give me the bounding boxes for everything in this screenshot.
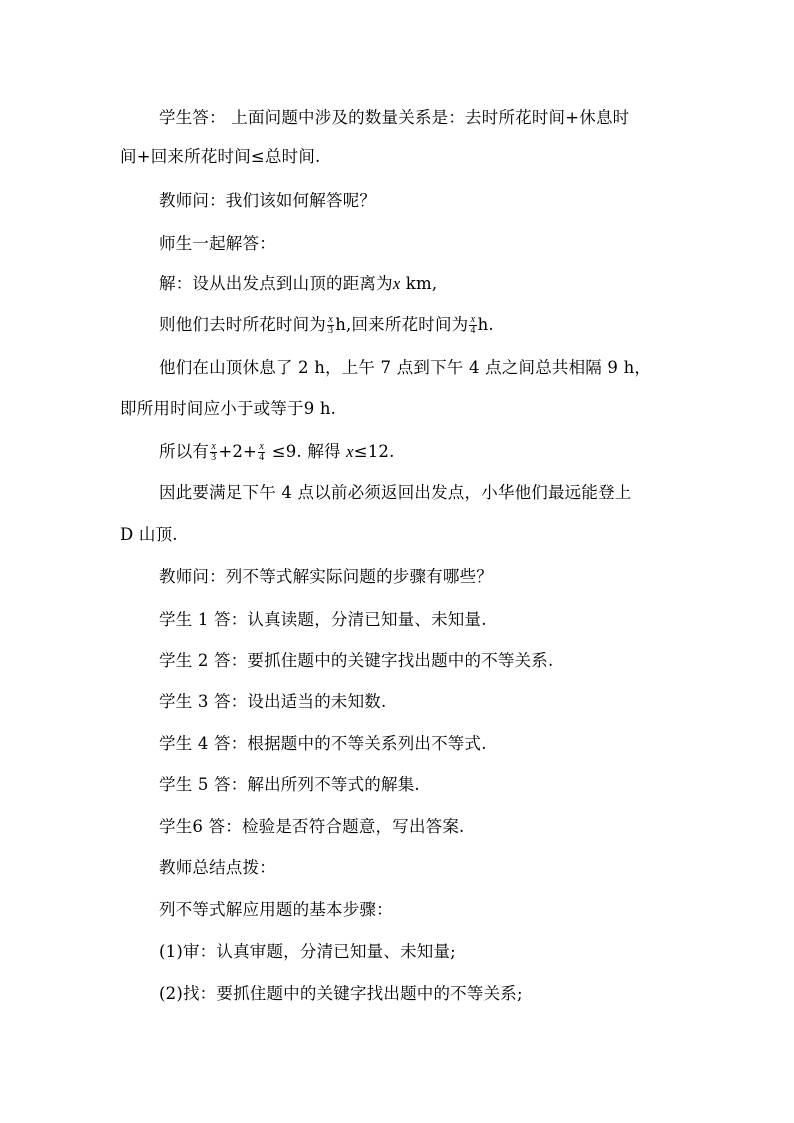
paragraph-line: 教师总结点拨： xyxy=(159,858,276,877)
paragraph-line xyxy=(159,441,395,463)
line-text: ≤12. xyxy=(353,442,395,461)
paragraph-line: 列不等式解应用题的基本步骤： xyxy=(159,900,393,919)
line-text: ≤9. 解得 xyxy=(266,442,347,461)
fraction-x-over-4 xyxy=(469,315,476,336)
line-text: 解：设从出发点到山顶的距离为 xyxy=(159,274,393,293)
paragraph-line: D 山顶. xyxy=(120,525,178,544)
paragraph-line: 学生 4 答：根据题中的不等关系列出不等式. xyxy=(159,734,487,753)
fraction-x-over-3 xyxy=(210,442,217,463)
line-text: h,回来所花时间为 xyxy=(335,315,469,334)
paragraph-line xyxy=(159,314,494,336)
paragraph-line: 学生 2 答：要抓住题中的关键字找出题中的不等关系. xyxy=(159,651,554,670)
paragraph-line: 学生 3 答：设出适当的未知数. xyxy=(159,692,387,711)
fraction-numerator: x xyxy=(259,441,264,452)
line-text: 则他们去时所花时间为 xyxy=(159,315,326,334)
line-text: km, xyxy=(400,274,438,293)
paragraph-line: (2)找：要抓住题中的关键字找出题中的不等关系; xyxy=(159,984,523,1003)
paragraph-line: (1)审：认真审题，分清已知量、未知量; xyxy=(159,942,456,961)
fraction-denominator: 4 xyxy=(470,325,476,336)
fraction-denominator: 4 xyxy=(259,452,265,463)
paragraph-line: 教师问：我们该如何解答呢？ xyxy=(159,191,377,210)
line-text: 所以有 xyxy=(159,442,210,461)
line-text: +2+ xyxy=(218,442,258,461)
paragraph-line xyxy=(159,273,437,295)
paragraph-line: 他们在山顶休息了 2 h，上午 7 点到下午 4 点之间总共相隔 9 h， xyxy=(159,358,652,377)
fraction-denominator: 3 xyxy=(328,325,334,336)
fraction-denominator: 3 xyxy=(211,452,217,463)
fraction-numerator: x xyxy=(328,314,333,325)
paragraph-line: 学生答： 上面问题中涉及的数量关系是：去时所花时间+休息时 xyxy=(159,108,630,127)
fraction-numerator: x xyxy=(470,314,476,325)
paragraph-line: 学生 5 答：解出所列不等式的解集. xyxy=(159,775,420,794)
paragraph-line: 学生6 答：检验是否符合题意，写出答案. xyxy=(159,817,465,836)
paragraph-line: 学生 1 答：认真读题，分清已知量、未知量. xyxy=(159,610,487,629)
line-text: h. xyxy=(477,315,494,334)
paragraph-line: 师生一起解答： xyxy=(159,234,276,253)
fraction-x-over-3 xyxy=(327,315,334,336)
variable-x: x xyxy=(392,274,401,293)
fraction-x-over-4 xyxy=(258,442,265,463)
paragraph-line: 间+回来所花时间≤总时间. xyxy=(120,147,321,166)
paragraph-line: 即所用时间应小于或等于9 h. xyxy=(120,399,337,418)
paragraph-line: 因此要满足下午 4 点以前必须返回出发点，小华他们最远能登上 xyxy=(159,483,632,502)
paragraph-line: 教师问：列不等式解实际问题的步骤有哪些？ xyxy=(159,567,493,586)
variable-x: x xyxy=(346,442,354,461)
fraction-numerator: x xyxy=(211,441,217,452)
